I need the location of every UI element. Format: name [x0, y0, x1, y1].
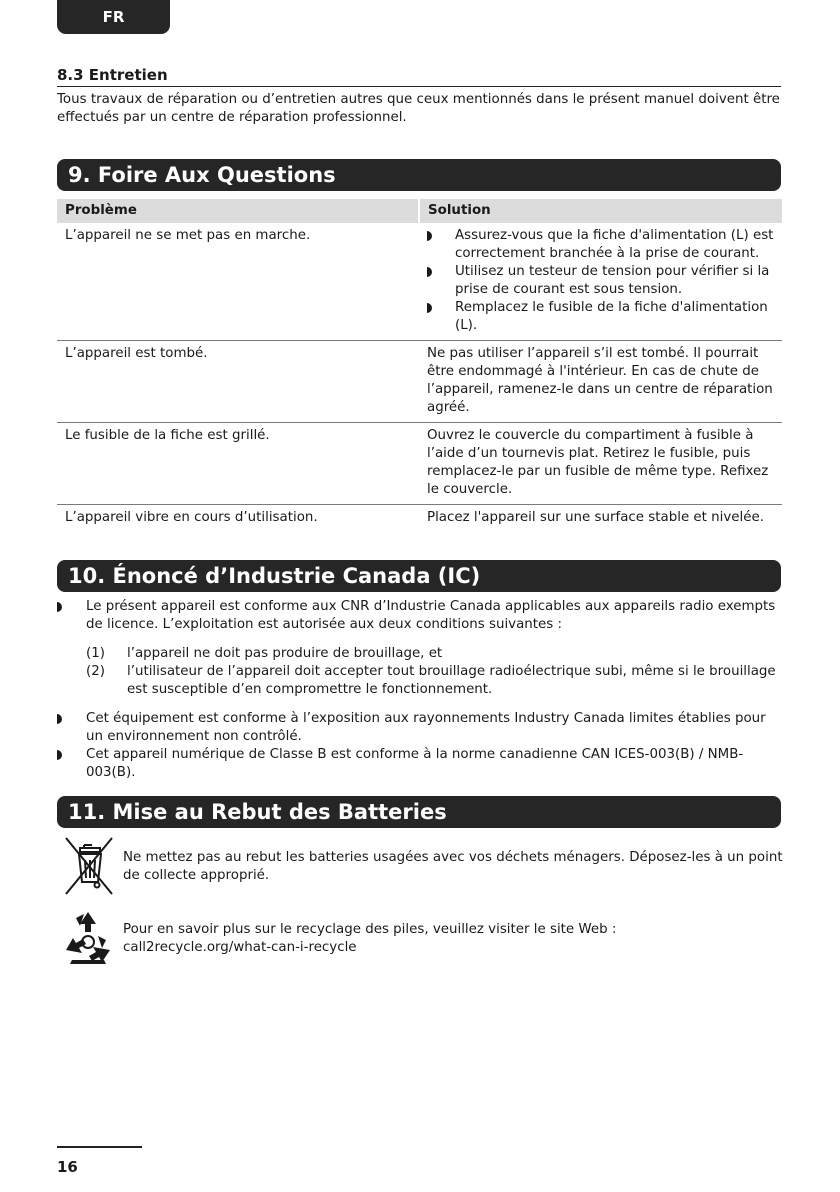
recycle-link[interactable]: call2recycle.org/what-can-i-recycle — [123, 940, 357, 955]
language-tab: FR — [57, 0, 170, 34]
solution-text: Assurez-vous que la fiche d'alimentation (L) est correctement branchée à la prise de courant. — [455, 228, 774, 261]
solution-text: Remplacez le fusible de la fiche d'alimentation (L). — [455, 300, 768, 333]
recycle-info — [123, 921, 785, 957]
list-item — [57, 710, 783, 746]
ic-bullet-list-1 — [57, 598, 783, 634]
column-header-problem: Problème — [57, 199, 419, 223]
problem-cell: L’appareil vibre en cours d’utilisation. — [65, 510, 318, 525]
solution-cell: Ouvrez le couvercle du compartiment à fusible à l’aide d’un tournevis plat. Retirez le fusible, puis remplacez-le par un fusible de même type. Refixez le couvercle. — [419, 423, 782, 505]
condition-text: l’utilisateur de l’appareil doit accepter tout brouillage radioélectrique subi, même si le brouillage est susceptible d’en compromettre le fonctionnement. — [127, 664, 776, 697]
ic-conditions-list — [86, 645, 786, 699]
faq-section-title: 9. Foire Aux Questions — [57, 159, 781, 191]
disposal-text: Ne mettez pas au rebut les batteries usagées avec vos déchets ménagers. Déposez-les à un point de collecte approprié. — [123, 850, 783, 883]
condition-number: (1) — [86, 646, 105, 661]
ic-text: Cet équipement est conforme à l’exposition aux rayonnements Industry Canada limites établies pour un environnement non contrôlé. — [86, 711, 766, 744]
bullet-icon — [427, 231, 432, 241]
list-item — [86, 663, 786, 699]
solution-cell: Placez l'appareil sur une surface stable et nivelée. — [427, 510, 765, 525]
industry-canada-section-title: 10. Énoncé d’Industrie Canada (IC) — [57, 560, 781, 592]
list-item — [57, 746, 783, 782]
solution-cell: Ne pas utiliser l’appareil s’il est tombé. Il pourrait être endommagé à l'intérieur. En cas de chute de l’appareil, ramenez-le dans un centre de réparation agréé. — [419, 341, 782, 423]
list-item — [57, 598, 783, 634]
maintenance-text: Tous travaux de réparation ou d’entretien autres que ceux mentionnés dans le présent manuel doivent être effectués par un centre de réparation professionnel. — [57, 92, 780, 125]
problem-cell: L’appareil est tombé. — [57, 341, 419, 423]
table-row — [57, 505, 782, 533]
faq-header-row — [57, 199, 782, 223]
bullet-icon — [427, 303, 432, 313]
page-number: 16 — [57, 1158, 78, 1176]
ic-text: Cet appareil numérique de Classe B est conforme à la norme canadienne CAN ICES-003(B) / NMB-003(B). — [86, 747, 744, 780]
recycle-icon — [62, 910, 114, 972]
bullet-icon — [57, 750, 62, 760]
solution-text: Utilisez un testeur de tension pour vérifier si la prise de courant est sous tension. — [455, 264, 770, 297]
problem-cell: L’appareil ne se met pas en marche. — [57, 223, 419, 341]
solution-list — [427, 227, 774, 335]
condition-number: (2) — [86, 664, 105, 679]
bullet-icon — [427, 267, 432, 277]
faq-table — [57, 199, 782, 532]
batteries-section-title: 11. Mise au Rebut des Batteries — [57, 796, 781, 828]
crossed-bin-icon — [62, 836, 116, 902]
recycle-text: Pour en savoir plus sur le recyclage des piles, veuillez visiter le site Web : — [123, 922, 617, 937]
condition-text: l’appareil ne doit pas produire de brouillage, et — [127, 646, 443, 661]
ic-bullet-list-2 — [57, 710, 783, 782]
list-item — [86, 645, 786, 663]
list-item — [427, 227, 774, 263]
footer-rule — [57, 1146, 142, 1148]
list-item — [427, 263, 774, 299]
table-row — [57, 341, 782, 423]
solution-cell — [419, 223, 782, 341]
ic-text: Le présent appareil est conforme aux CNR d’Industrie Canada applicables aux appareils radio exempts de licence. L’exploitation est autorisée aux deux conditions suivantes : — [86, 599, 776, 632]
table-row — [57, 423, 782, 505]
table-row — [57, 223, 782, 341]
column-header-solution: Solution — [419, 199, 782, 223]
bullet-icon — [57, 714, 62, 724]
list-item — [427, 299, 774, 335]
problem-cell: Le fusible de la fiche est grillé. — [57, 423, 419, 505]
maintenance-heading: 8.3 Entretien — [57, 66, 781, 87]
bullet-icon — [57, 602, 62, 612]
